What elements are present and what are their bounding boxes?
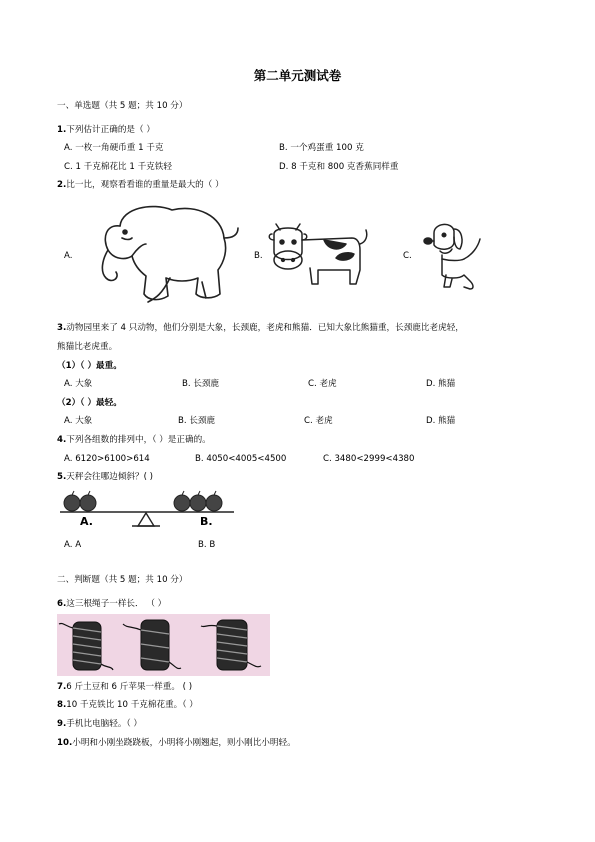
question-number: 2.: [57, 180, 67, 190]
q2-option-c: C.: [403, 251, 412, 261]
q4-option-b: B. 4050<4005<4500: [195, 454, 287, 464]
q5-option-b: B. B: [198, 540, 216, 550]
section-heading-true-false: 二、判断题（共 5 题；共 10 分）: [57, 575, 188, 585]
q3-p2-option-a: A. 大象: [64, 416, 93, 426]
question-stem: 10 千克铁比 10 千克棉花重。（ ）: [66, 700, 198, 710]
question-7: [57, 682, 192, 693]
q4-option-a: A. 6120>6100>614: [64, 454, 150, 464]
q3-p1-option-c: C. 老虎: [308, 379, 337, 389]
question-number: 5.: [57, 472, 67, 482]
question-stem: 下列各组数的排列中，（ ）是正确的。: [66, 435, 211, 445]
cow-image: [266, 222, 374, 292]
scale-label-b: B.: [200, 515, 213, 528]
q1-option-d: D. 8 千克和 800 克香蕉同样重: [279, 162, 399, 172]
question-stem: 手机比电脑轻。（ ）: [66, 719, 143, 729]
question-number: 1.: [57, 125, 67, 135]
q2-option-b: B.: [254, 251, 263, 261]
question-3-stem-cont: 熊猫比老虎重。: [57, 342, 118, 352]
q1-option-b: B. 一个鸡蛋重 100 克: [279, 143, 364, 153]
scale-label-a: A.: [80, 515, 93, 528]
question-number: 8.: [57, 700, 67, 710]
ropes-image: [57, 614, 270, 676]
q3-part-1: （1）（ ）最重。: [57, 361, 122, 371]
question-9: [57, 719, 142, 730]
question-number: 10.: [57, 738, 73, 748]
question-number: 7.: [57, 682, 67, 692]
question-stem: 下列估计正确的是（ ）: [66, 125, 155, 135]
question-stem: 这三根绳子一样长． （ ）: [66, 599, 167, 609]
q3-p1-option-a: A. 大象: [64, 379, 93, 389]
section-heading-single-choice: 一、单选题（共 5 题；共 10 分）: [57, 101, 188, 111]
question-number: 3.: [57, 323, 67, 333]
question-stem: 天秤会往哪边倾斜？( ): [66, 472, 154, 482]
question-4: [57, 435, 211, 446]
question-number: 9.: [57, 719, 67, 729]
q3-p2-option-c: C. 老虎: [304, 416, 333, 426]
question-stem: 6 斤土豆和 6 斤苹果一样重。 ( ): [66, 682, 193, 692]
question-stem: 比一比，观察看看谁的重量是最大的（ ）: [66, 180, 224, 190]
question-stem: 动物园里来了 4 只动物，他们分别是大象，长颈鹿，老虎和熊猫．已知大象比熊猫重，长颈鹿比老虎轻，: [66, 323, 464, 333]
page-title: 第二单元测试卷: [253, 68, 342, 83]
q1-option-a: A. 一枚一角硬币重 1 千克: [64, 143, 164, 153]
dog-image: [420, 219, 484, 291]
q5-option-a: A. A: [64, 540, 82, 550]
q3-part-2: （2）（ ）最轻。: [57, 398, 122, 408]
question-2: [57, 180, 224, 191]
question-6: [57, 599, 166, 610]
question-stem: 小明和小刚坐跷跷板，小明将小刚翘起，则小刚比小明轻。: [72, 738, 296, 748]
question-number: 6.: [57, 599, 67, 609]
q4-option-c: C. 3480<2999<4380: [323, 454, 415, 464]
q3-p1-option-d: D. 熊猫: [426, 379, 456, 389]
question-3: [57, 323, 464, 334]
q1-option-c: C. 1 千克棉花比 1 千克铁轻: [64, 162, 172, 172]
q2-option-a: A.: [64, 251, 73, 261]
question-5: [57, 472, 153, 483]
elephant-image: [92, 198, 242, 306]
question-10: [57, 738, 296, 749]
question-8: [57, 700, 198, 711]
q3-p2-option-d: D. 熊猫: [426, 416, 456, 426]
q3-p2-option-b: B. 长颈鹿: [178, 416, 216, 426]
question-number: 4.: [57, 435, 67, 445]
question-1: [57, 125, 155, 136]
q3-p1-option-b: B. 长颈鹿: [182, 379, 220, 389]
